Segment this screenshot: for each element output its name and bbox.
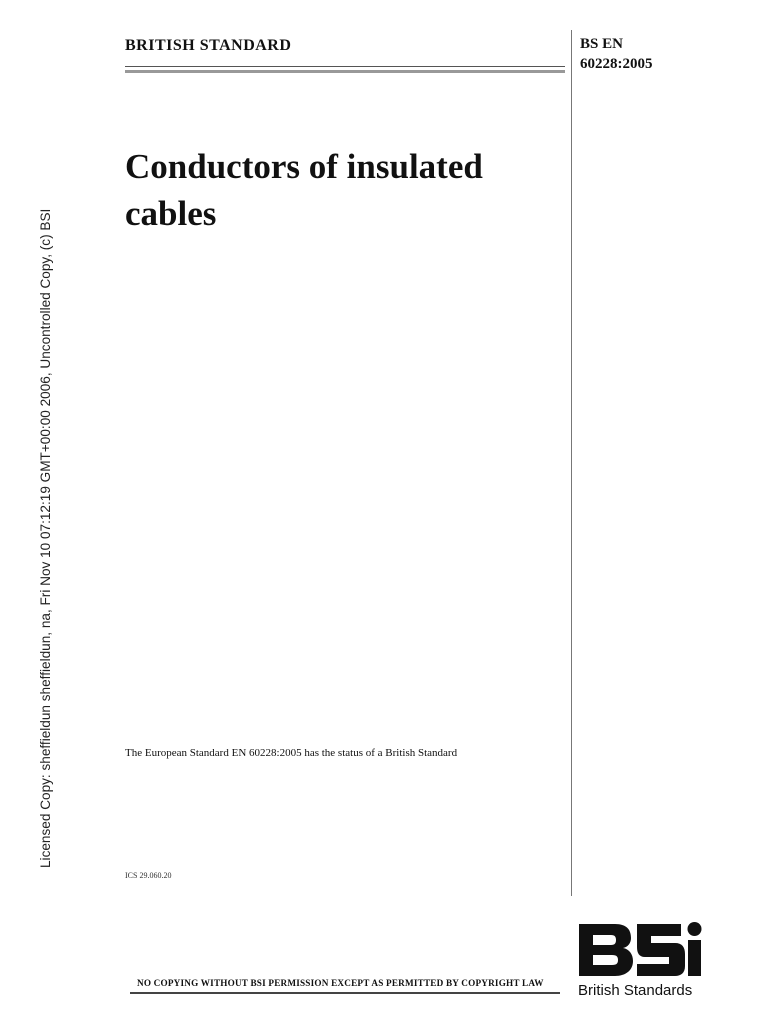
document-title [125,143,565,237]
copyright-notice: NO COPYING WITHOUT BSI PERMISSION EXCEPT AS PERMITTED BY COPYRIGHT LAW [137,978,544,988]
logo-caption: British Standards [578,982,693,999]
license-watermark: Licensed Copy: sheffieldun sheffieldun, na, Fri Nov 10 07:12:19 GMT+00:00 2006, Uncontrolled Copy, (c) BSI [38,208,53,868]
standard-code-line-1: BS EN [580,36,623,52]
standard-code-line-2: 60228:2005 [580,56,653,72]
column-divider [571,30,572,896]
header-label: BRITISH STANDARD [125,37,292,54]
standard-code [580,34,653,74]
title-line-1: Conductors of insulated [125,147,483,186]
ics-code: ICS 29.060.20 [125,871,172,880]
header-rule-thin [125,66,565,67]
title-line-2: cables [125,194,217,233]
header-rule-thick [125,70,565,73]
status-note: The European Standard EN 60228:2005 has the status of a British Standard [125,747,458,759]
footer-rule [130,992,560,994]
bsi-logo-mark [575,918,705,980]
